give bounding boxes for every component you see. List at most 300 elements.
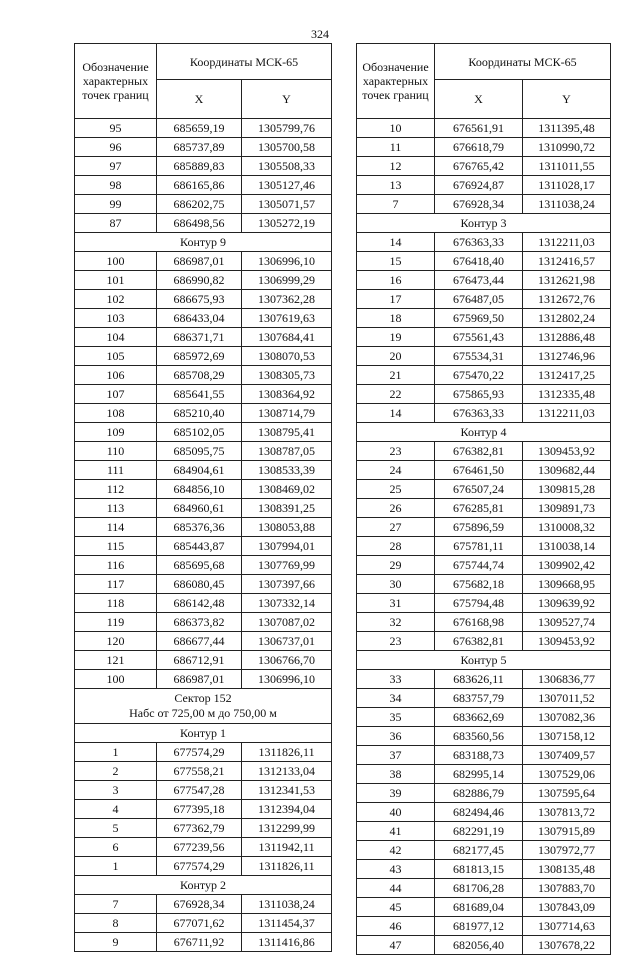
- y-cell: 1312335,48: [523, 385, 611, 404]
- x-cell: 686142,48: [157, 594, 242, 613]
- table-row: [357, 461, 611, 480]
- table-row: [357, 442, 611, 461]
- y-cell: 1312394,04: [242, 800, 332, 819]
- table-row: [357, 575, 611, 594]
- x-cell: 677547,28: [157, 781, 242, 800]
- header-point-label: Обозначение характерных точек границ: [75, 44, 157, 119]
- x-cell: 677395,18: [157, 800, 242, 819]
- y-cell: 1312746,96: [523, 347, 611, 366]
- x-cell: 682056,40: [435, 936, 523, 955]
- table-row: [75, 119, 332, 138]
- x-cell: 682886,79: [435, 784, 523, 803]
- table-row: [357, 689, 611, 708]
- point-id-cell: 98: [75, 176, 157, 195]
- x-cell: 676363,33: [435, 404, 523, 423]
- y-cell: 1307915,89: [523, 822, 611, 841]
- y-cell: 1308787,05: [242, 442, 332, 461]
- table-row: [357, 936, 611, 955]
- table-row: [75, 499, 332, 518]
- table-row: [75, 271, 332, 290]
- table-row: [75, 290, 332, 309]
- page-number: 324: [311, 27, 329, 41]
- y-cell: 1306996,10: [242, 670, 332, 689]
- y-cell: 1308364,92: [242, 385, 332, 404]
- point-id-cell: 23: [357, 632, 435, 651]
- header-point-label: Обозначение характерных точек границ: [357, 44, 435, 119]
- point-id-cell: 37: [357, 746, 435, 765]
- point-id-cell: 121: [75, 651, 157, 670]
- y-cell: 1311028,17: [523, 176, 611, 195]
- x-cell: 685210,40: [157, 404, 242, 423]
- point-id-cell: 117: [75, 575, 157, 594]
- table-row: [357, 860, 611, 879]
- table-row: [357, 233, 611, 252]
- x-cell: 685737,89: [157, 138, 242, 157]
- point-id-cell: 7: [75, 895, 157, 914]
- group-subtitle-line: Набс от 725,00 м до 750,00 м: [129, 706, 277, 720]
- point-id-cell: 103: [75, 309, 157, 328]
- table-row: [357, 347, 611, 366]
- header-y-label: Y: [242, 80, 332, 119]
- table-row: [75, 423, 332, 442]
- point-id-cell: 112: [75, 480, 157, 499]
- table-row: [75, 385, 332, 404]
- table-row: [357, 195, 611, 214]
- x-cell: 676507,24: [435, 480, 523, 499]
- table-row: [75, 176, 332, 195]
- table-row: [357, 670, 611, 689]
- table-row: [75, 575, 332, 594]
- y-cell: 1307813,72: [523, 803, 611, 822]
- x-cell: 685641,55: [157, 385, 242, 404]
- table-row: [357, 708, 611, 727]
- y-cell: 1312211,03: [523, 233, 611, 252]
- x-cell: 676461,50: [435, 461, 523, 480]
- table-row: [75, 651, 332, 670]
- table-row: [75, 214, 332, 233]
- point-id-cell: 17: [357, 290, 435, 309]
- table-row: [75, 838, 332, 857]
- header-coords-label: Координаты МСК-65: [435, 44, 611, 80]
- y-cell: 1308795,41: [242, 423, 332, 442]
- x-cell: 681813,15: [435, 860, 523, 879]
- x-cell: 677558,21: [157, 762, 242, 781]
- point-id-cell: 87: [75, 214, 157, 233]
- table-row: [357, 822, 611, 841]
- y-cell: 1308135,48: [523, 860, 611, 879]
- point-id-cell: 4: [75, 800, 157, 819]
- y-cell: 1306836,77: [523, 670, 611, 689]
- y-cell: 1305799,76: [242, 119, 332, 138]
- y-cell: 1311011,55: [523, 157, 611, 176]
- table-row: [75, 781, 332, 800]
- point-id-cell: 8: [75, 914, 157, 933]
- x-cell: 675865,93: [435, 385, 523, 404]
- table-row: [357, 917, 611, 936]
- x-cell: 686373,82: [157, 613, 242, 632]
- y-cell: 1310038,14: [523, 537, 611, 556]
- x-cell: 686990,82: [157, 271, 242, 290]
- x-cell: 676928,34: [157, 895, 242, 914]
- point-id-cell: 12: [357, 157, 435, 176]
- y-cell: 1307529,06: [523, 765, 611, 784]
- table-row: [75, 328, 332, 347]
- y-cell: 1309902,42: [523, 556, 611, 575]
- point-id-cell: 118: [75, 594, 157, 613]
- x-cell: 683188,73: [435, 746, 523, 765]
- point-id-cell: 44: [357, 879, 435, 898]
- x-cell: 682995,14: [435, 765, 523, 784]
- x-cell: 686987,01: [157, 670, 242, 689]
- x-cell: 685443,87: [157, 537, 242, 556]
- x-cell: 675969,50: [435, 309, 523, 328]
- y-cell: 1307409,57: [523, 746, 611, 765]
- table-row: [357, 271, 611, 290]
- table-row: [75, 347, 332, 366]
- y-cell: 1306766,70: [242, 651, 332, 670]
- group-title-line: Контур 9: [180, 235, 226, 249]
- x-cell: 676924,87: [435, 176, 523, 195]
- x-cell: 684856,10: [157, 480, 242, 499]
- x-cell: 686677,44: [157, 632, 242, 651]
- y-cell: 1312802,24: [523, 309, 611, 328]
- y-cell: 1306999,29: [242, 271, 332, 290]
- point-id-cell: 19: [357, 328, 435, 347]
- x-cell: 677239,56: [157, 838, 242, 857]
- x-cell: 675781,11: [435, 537, 523, 556]
- x-cell: 684960,61: [157, 499, 242, 518]
- point-id-cell: 41: [357, 822, 435, 841]
- table-row: [75, 632, 332, 651]
- y-cell: 1305700,58: [242, 138, 332, 157]
- x-cell: 676711,92: [157, 933, 242, 952]
- point-id-cell: 113: [75, 499, 157, 518]
- y-cell: 1307769,99: [242, 556, 332, 575]
- point-id-cell: 102: [75, 290, 157, 309]
- table-row: [357, 632, 611, 651]
- point-id-cell: 43: [357, 860, 435, 879]
- group-title-line: Контур 3: [460, 216, 507, 230]
- x-cell: 675744,74: [435, 556, 523, 575]
- x-cell: 686080,45: [157, 575, 242, 594]
- y-cell: 1312133,04: [242, 762, 332, 781]
- point-id-cell: 26: [357, 499, 435, 518]
- point-id-cell: 6: [75, 838, 157, 857]
- y-cell: 1312211,03: [523, 404, 611, 423]
- y-cell: 1309453,92: [523, 632, 611, 651]
- y-cell: 1307595,64: [523, 784, 611, 803]
- table-row: [75, 195, 332, 214]
- y-cell: 1308533,39: [242, 461, 332, 480]
- group-title: [357, 214, 611, 233]
- point-id-cell: 1: [75, 857, 157, 876]
- point-id-cell: 28: [357, 537, 435, 556]
- point-id-cell: 106: [75, 366, 157, 385]
- table-row: [357, 518, 611, 537]
- x-cell: 682494,46: [435, 803, 523, 822]
- x-cell: 686165,86: [157, 176, 242, 195]
- x-cell: 675682,18: [435, 575, 523, 594]
- group-header-row: [357, 423, 611, 442]
- x-cell: 681706,28: [435, 879, 523, 898]
- table-row: [75, 762, 332, 781]
- y-cell: 1307397,66: [242, 575, 332, 594]
- x-cell: 676487,05: [435, 290, 523, 309]
- x-cell: 685972,69: [157, 347, 242, 366]
- point-id-cell: 108: [75, 404, 157, 423]
- point-id-cell: 115: [75, 537, 157, 556]
- x-cell: 683662,69: [435, 708, 523, 727]
- y-cell: 1311826,11: [242, 857, 332, 876]
- y-cell: 1308714,79: [242, 404, 332, 423]
- x-cell: 685889,83: [157, 157, 242, 176]
- x-cell: 676765,42: [435, 157, 523, 176]
- point-id-cell: 9: [75, 933, 157, 952]
- table-row: [357, 290, 611, 309]
- table-row: [357, 309, 611, 328]
- point-id-cell: 109: [75, 423, 157, 442]
- point-id-cell: 14: [357, 404, 435, 423]
- table-row: [357, 119, 611, 138]
- x-cell: 686202,75: [157, 195, 242, 214]
- point-id-cell: 100: [75, 252, 157, 271]
- point-id-cell: 96: [75, 138, 157, 157]
- y-cell: 1307082,36: [523, 708, 611, 727]
- y-cell: 1307362,28: [242, 290, 332, 309]
- y-cell: 1307158,12: [523, 727, 611, 746]
- y-cell: 1311826,11: [242, 743, 332, 762]
- x-cell: 686712,91: [157, 651, 242, 670]
- table-row: [357, 328, 611, 347]
- table-row: [75, 442, 332, 461]
- group-title: [75, 689, 332, 724]
- table-row: [75, 819, 332, 838]
- point-id-cell: 2: [75, 762, 157, 781]
- table-row: [357, 385, 611, 404]
- point-id-cell: 97: [75, 157, 157, 176]
- point-id-cell: 34: [357, 689, 435, 708]
- point-id-cell: 20: [357, 347, 435, 366]
- y-cell: 1311416,86: [242, 933, 332, 952]
- point-id-cell: 38: [357, 765, 435, 784]
- x-cell: 675561,43: [435, 328, 523, 347]
- y-cell: 1307332,14: [242, 594, 332, 613]
- group-header-row: [75, 233, 332, 252]
- x-cell: 676418,40: [435, 252, 523, 271]
- y-cell: 1309682,44: [523, 461, 611, 480]
- point-id-cell: 120: [75, 632, 157, 651]
- table-row: [357, 176, 611, 195]
- table-row: [357, 594, 611, 613]
- point-id-cell: 107: [75, 385, 157, 404]
- group-title: [75, 233, 332, 252]
- x-cell: 675470,22: [435, 366, 523, 385]
- point-id-cell: 15: [357, 252, 435, 271]
- point-id-cell: 99: [75, 195, 157, 214]
- y-cell: 1307684,41: [242, 328, 332, 347]
- x-cell: 677362,79: [157, 819, 242, 838]
- point-id-cell: 31: [357, 594, 435, 613]
- group-title-line: Сектор 152: [174, 691, 232, 705]
- point-id-cell: 47: [357, 936, 435, 955]
- x-cell: 676168,98: [435, 613, 523, 632]
- point-id-cell: 14: [357, 233, 435, 252]
- point-id-cell: 1: [75, 743, 157, 762]
- x-cell: 686498,56: [157, 214, 242, 233]
- y-cell: 1312416,57: [523, 252, 611, 271]
- group-header-row: [75, 689, 332, 724]
- point-id-cell: 32: [357, 613, 435, 632]
- point-id-cell: 25: [357, 480, 435, 499]
- x-cell: 685708,29: [157, 366, 242, 385]
- y-cell: 1312299,99: [242, 819, 332, 838]
- table-row: [75, 556, 332, 575]
- group-title-line: Контур 2: [180, 878, 226, 892]
- y-cell: 1307678,22: [523, 936, 611, 955]
- y-cell: 1307972,77: [523, 841, 611, 860]
- table-body-right: [357, 119, 611, 955]
- coordinates-table-left: [74, 43, 332, 952]
- y-cell: 1309815,28: [523, 480, 611, 499]
- group-title: [75, 876, 332, 895]
- x-cell: 675534,31: [435, 347, 523, 366]
- table-row: [357, 898, 611, 917]
- x-cell: 682291,19: [435, 822, 523, 841]
- point-id-cell: 22: [357, 385, 435, 404]
- y-cell: 1312886,48: [523, 328, 611, 347]
- y-cell: 1311942,11: [242, 838, 332, 857]
- table-row: [75, 914, 332, 933]
- point-id-cell: 101: [75, 271, 157, 290]
- point-id-cell: 27: [357, 518, 435, 537]
- table-row: [357, 727, 611, 746]
- y-cell: 1312417,25: [523, 366, 611, 385]
- table-row: [75, 366, 332, 385]
- table-row: [357, 841, 611, 860]
- y-cell: 1305508,33: [242, 157, 332, 176]
- point-id-cell: 33: [357, 670, 435, 689]
- x-cell: 675794,48: [435, 594, 523, 613]
- point-id-cell: 114: [75, 518, 157, 537]
- y-cell: 1306737,01: [242, 632, 332, 651]
- point-id-cell: 13: [357, 176, 435, 195]
- x-cell: 676363,33: [435, 233, 523, 252]
- table-row: [75, 537, 332, 556]
- point-id-cell: 11: [357, 138, 435, 157]
- point-id-cell: 95: [75, 119, 157, 138]
- y-cell: 1312341,53: [242, 781, 332, 800]
- table-row: [357, 879, 611, 898]
- table-row: [75, 933, 332, 952]
- y-cell: 1307714,63: [523, 917, 611, 936]
- y-cell: 1307619,63: [242, 309, 332, 328]
- x-cell: 686987,01: [157, 252, 242, 271]
- table-row: [75, 252, 332, 271]
- x-cell: 685102,05: [157, 423, 242, 442]
- point-id-cell: 46: [357, 917, 435, 936]
- y-cell: 1310008,32: [523, 518, 611, 537]
- header-y-label: Y: [523, 80, 611, 119]
- group-header-row: [357, 214, 611, 233]
- point-id-cell: 35: [357, 708, 435, 727]
- point-id-cell: 16: [357, 271, 435, 290]
- x-cell: 677574,29: [157, 857, 242, 876]
- x-cell: 676382,81: [435, 632, 523, 651]
- header-x-label: X: [157, 80, 242, 119]
- y-cell: 1311038,24: [523, 195, 611, 214]
- table-row: [75, 743, 332, 762]
- y-cell: 1305071,57: [242, 195, 332, 214]
- y-cell: 1311038,24: [242, 895, 332, 914]
- x-cell: 676382,81: [435, 442, 523, 461]
- point-id-cell: 42: [357, 841, 435, 860]
- y-cell: 1309639,92: [523, 594, 611, 613]
- x-cell: 685376,36: [157, 518, 242, 537]
- group-title: [75, 724, 332, 743]
- x-cell: 683626,11: [435, 670, 523, 689]
- y-cell: 1306996,10: [242, 252, 332, 271]
- x-cell: 676928,34: [435, 195, 523, 214]
- table-row: [75, 480, 332, 499]
- table-row: [357, 366, 611, 385]
- x-cell: 676618,79: [435, 138, 523, 157]
- y-cell: 1307011,52: [523, 689, 611, 708]
- point-id-cell: 5: [75, 819, 157, 838]
- point-id-cell: 3: [75, 781, 157, 800]
- point-id-cell: 7: [357, 195, 435, 214]
- group-title-line: Контур 5: [460, 653, 507, 667]
- x-cell: 682177,45: [435, 841, 523, 860]
- group-title: [357, 651, 611, 670]
- table-row: [357, 252, 611, 271]
- table-row: [75, 157, 332, 176]
- point-id-cell: 110: [75, 442, 157, 461]
- y-cell: 1311395,48: [523, 119, 611, 138]
- point-id-cell: 18: [357, 309, 435, 328]
- x-cell: 684904,61: [157, 461, 242, 480]
- group-title-line: Контур 1: [180, 726, 226, 740]
- y-cell: 1312672,76: [523, 290, 611, 309]
- table-row: [357, 404, 611, 423]
- point-id-cell: 39: [357, 784, 435, 803]
- x-cell: 681977,12: [435, 917, 523, 936]
- x-cell: 686371,71: [157, 328, 242, 347]
- x-cell: 685695,68: [157, 556, 242, 575]
- point-id-cell: 23: [357, 442, 435, 461]
- y-cell: 1308391,25: [242, 499, 332, 518]
- point-id-cell: 24: [357, 461, 435, 480]
- point-id-cell: 100: [75, 670, 157, 689]
- y-cell: 1308070,53: [242, 347, 332, 366]
- point-id-cell: 104: [75, 328, 157, 347]
- table-row: [75, 594, 332, 613]
- x-cell: 677071,62: [157, 914, 242, 933]
- y-cell: 1307883,70: [523, 879, 611, 898]
- x-cell: 683560,56: [435, 727, 523, 746]
- y-cell: 1307087,02: [242, 613, 332, 632]
- point-id-cell: 40: [357, 803, 435, 822]
- coordinates-table-right: [356, 43, 611, 955]
- x-cell: 681689,04: [435, 898, 523, 917]
- x-cell: 685095,75: [157, 442, 242, 461]
- point-id-cell: 10: [357, 119, 435, 138]
- table-row: [357, 537, 611, 556]
- point-id-cell: 29: [357, 556, 435, 575]
- table-row: [75, 138, 332, 157]
- x-cell: 676473,44: [435, 271, 523, 290]
- table-row: [75, 670, 332, 689]
- x-cell: 675896,59: [435, 518, 523, 537]
